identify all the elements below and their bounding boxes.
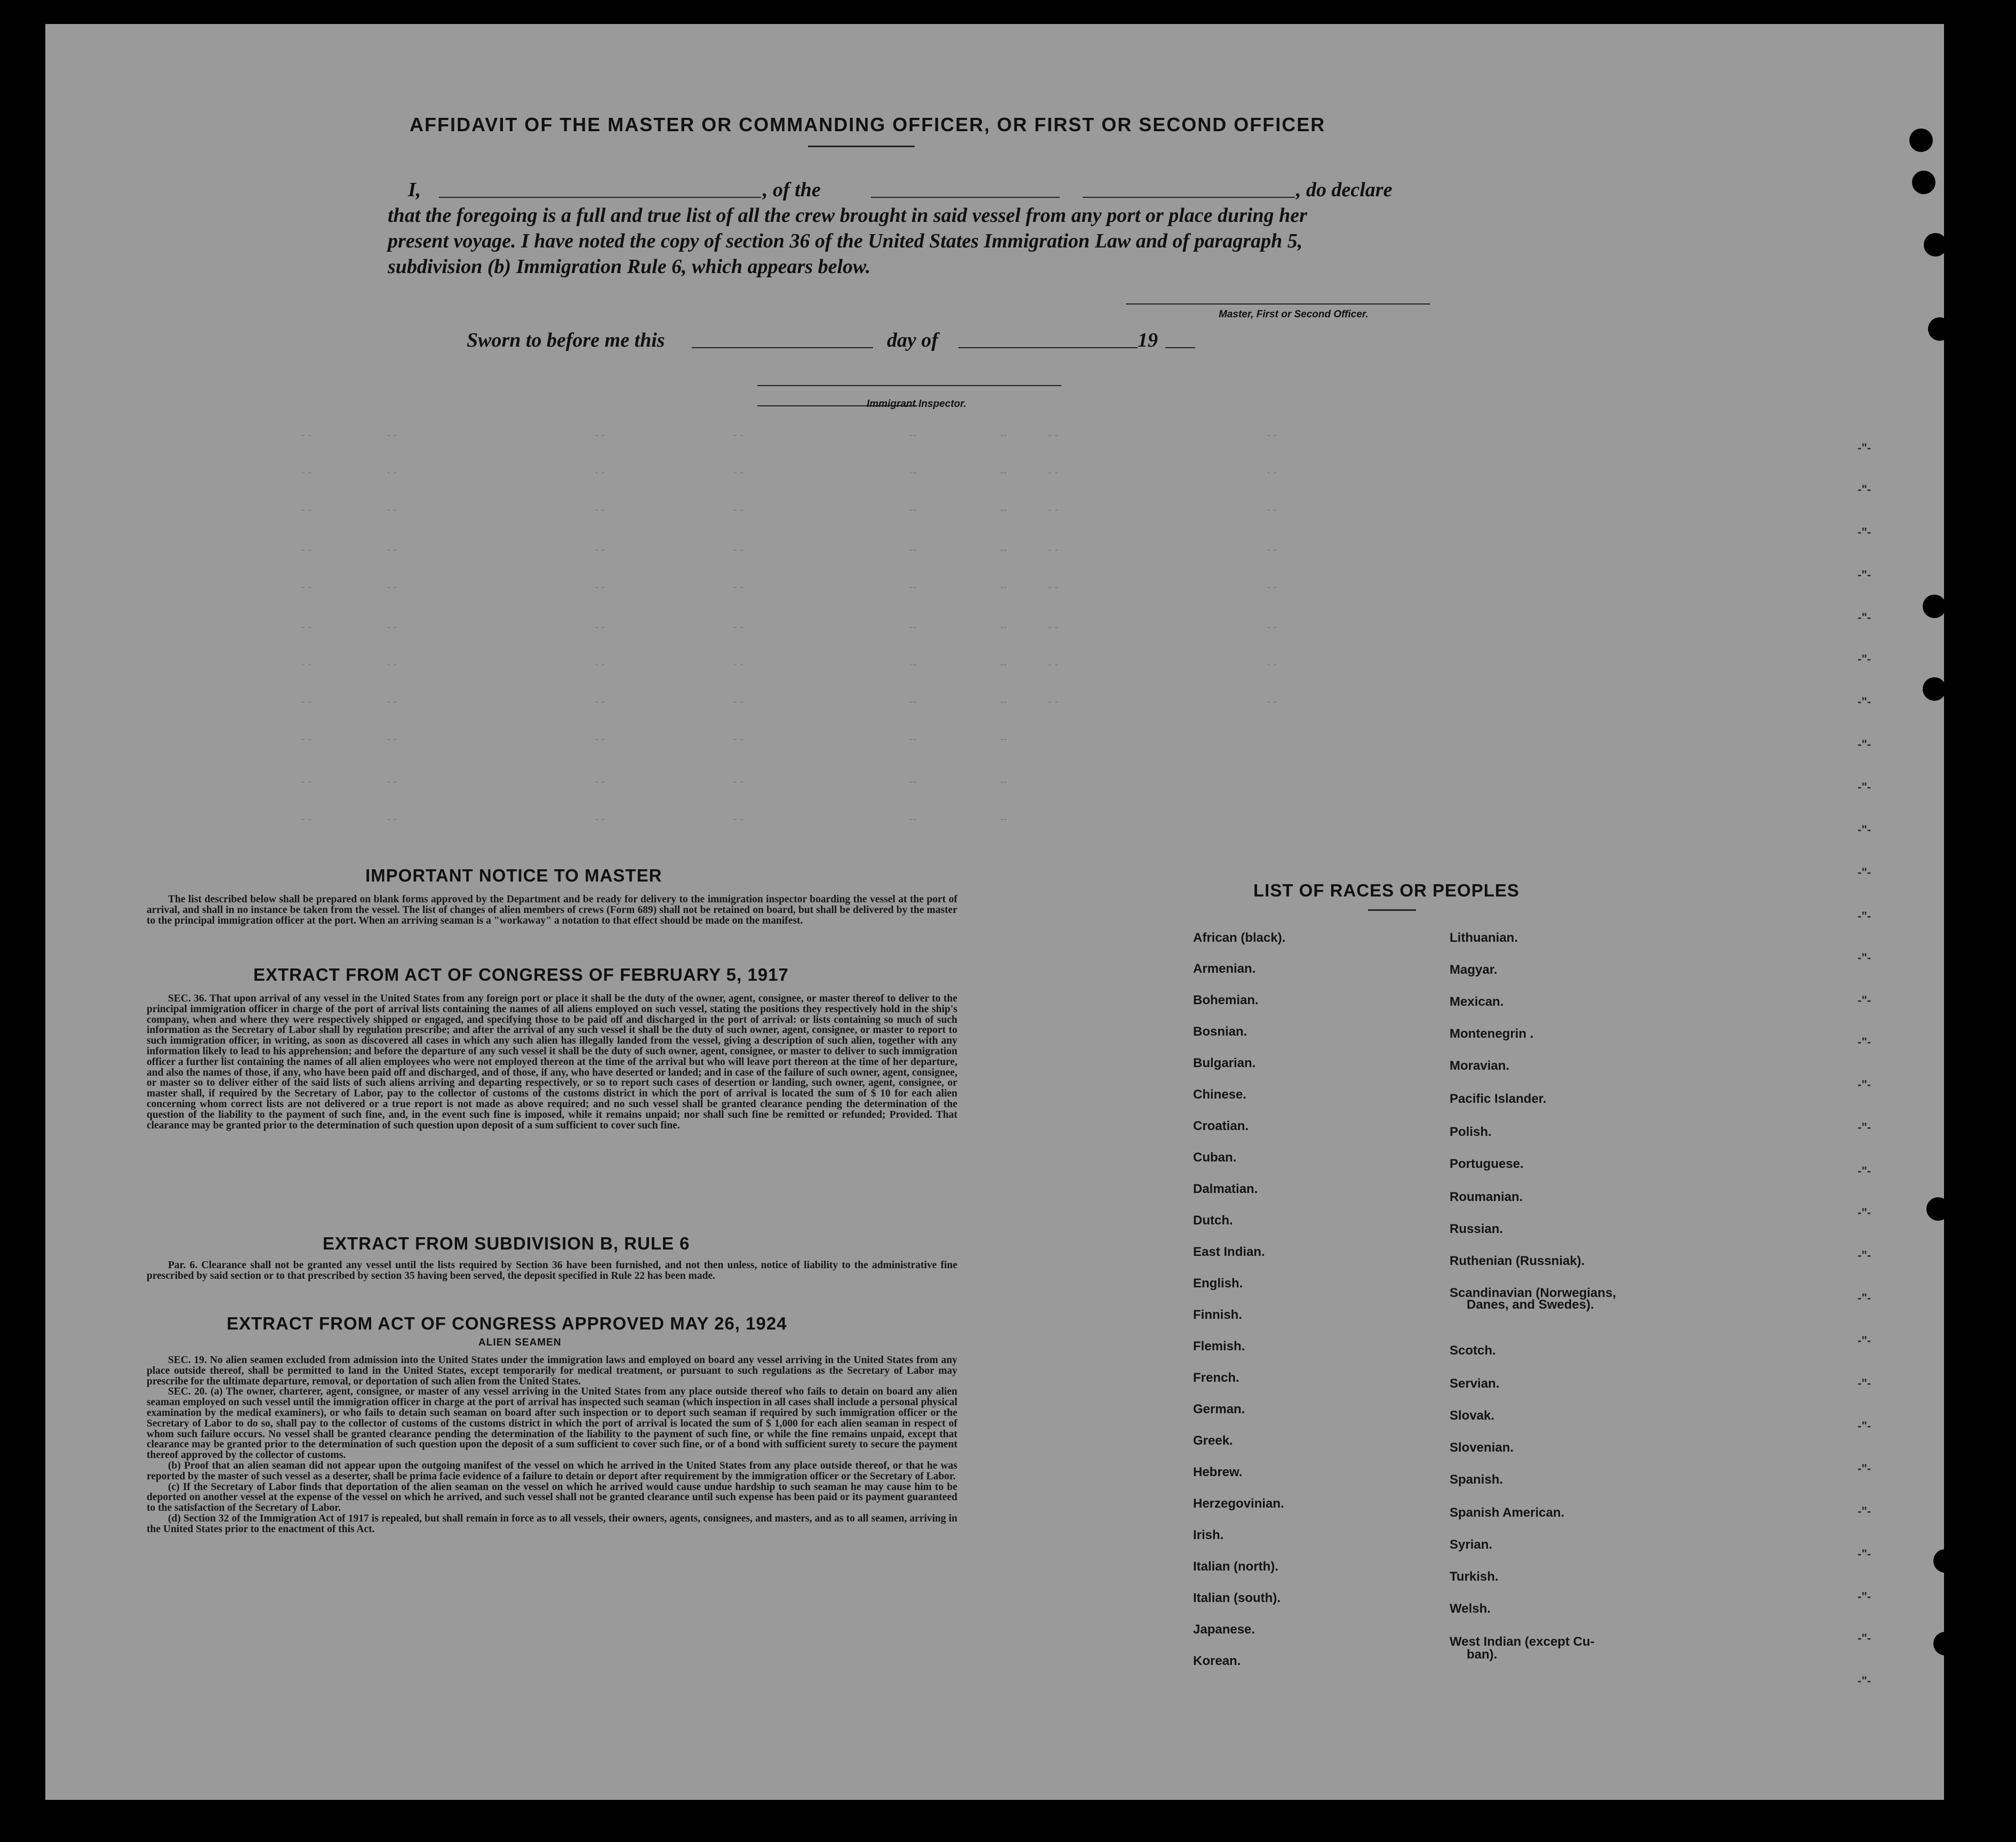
ditto-mark: -"-: [1858, 1419, 1871, 1432]
binder-hole: [1912, 171, 1935, 194]
faint-dash-mark: - -: [733, 733, 743, 745]
race-item: Cuban.: [1193, 1150, 1237, 1165]
race-item: Slovak.: [1450, 1408, 1495, 1423]
race-item: Danes, and Swedes).: [1467, 1298, 1594, 1312]
faint-dash-mark: --: [909, 467, 917, 478]
inspector-label: Immigrant Inspector.: [867, 398, 966, 410]
sworn-month-blank: [958, 347, 1138, 348]
ditto-mark: -"-: [1858, 1547, 1871, 1560]
races-title-rule: [1368, 909, 1416, 911]
sworn-year-blank: [1165, 347, 1195, 348]
sworn-day-of: day of: [887, 329, 939, 351]
ditto-mark: -"-: [1858, 1504, 1871, 1518]
extract-1924-title: EXTRACT FROM ACT OF CONGRESS APPROVED MAY 26, 1924: [227, 1314, 787, 1333]
binder-hole: [1923, 595, 1944, 618]
declaration-line-4: subdivision (b) Immigration Rule 6, which appears below.: [388, 255, 871, 278]
ditto-mark: -"-: [1858, 611, 1871, 624]
faint-dash-mark: --: [909, 544, 917, 556]
faint-dash-mark: - -: [595, 429, 605, 441]
faint-dash-mark: --: [1000, 659, 1007, 670]
ditto-mark: -"-: [1858, 568, 1871, 581]
faint-dash-mark: --: [909, 581, 917, 593]
binder-hole: [1933, 1632, 1944, 1655]
race-item: Portuguese.: [1450, 1157, 1524, 1171]
faint-dash-mark: - -: [595, 659, 605, 670]
race-item: West Indian (except Cu-: [1450, 1635, 1595, 1649]
race-item: Ruthenian (Russniak).: [1450, 1254, 1585, 1268]
faint-dash-mark: - -: [1267, 659, 1277, 670]
section-20b-paragraph: (b) Proof that an alien seaman did not appear upon the outgoing manifest of the vessel on which he arrived in the United States from any place outside thereof, or that he was reported by the master of such vessel as a deserter, shall be prima facie evidence of a failure to detain or deport after requirement by the immigration officer or the Secretary of Labor.: [147, 1460, 957, 1482]
faint-dash-mark: - -: [301, 467, 311, 478]
declaration-line-2: that the foregoing is a full and true list of all the crew brought in said vessel from any port or place during her: [388, 204, 1307, 227]
declaration-of-the: , of the: [763, 179, 821, 201]
race-item: Italian (south).: [1193, 1591, 1281, 1605]
faint-dash-mark: - -: [595, 621, 605, 633]
binder-hole: [1928, 317, 1944, 341]
faint-dash-mark: - -: [733, 696, 743, 708]
faint-dash-mark: - -: [301, 776, 311, 788]
faint-dash-mark: - -: [1267, 544, 1277, 556]
faint-dash-mark: - -: [733, 467, 743, 478]
race-item: Pacific Islander.: [1450, 1092, 1547, 1106]
binder-hole: [1923, 677, 1944, 701]
race-item: German.: [1193, 1402, 1245, 1416]
faint-dash-mark: - -: [595, 813, 605, 825]
faint-dash-mark: --: [909, 776, 917, 788]
section-19-paragraph: SEC. 19. No alien seamen excluded from admission into the United States under the immigration laws and employed on board any vessel arriving in the United States from any place outside thereof, shall be permitted to land in the United States, except temporarily for medical treatment, or pursuant to such regulations as the Secretary of Labor may prescribe for the ultimate departure, removal, or deportation of such alien from the United States.: [147, 1355, 957, 1387]
faint-dash-mark: --: [1000, 696, 1007, 708]
race-item: Mexican.: [1450, 995, 1504, 1009]
faint-dash-mark: - -: [1048, 659, 1058, 670]
race-item: Welsh.: [1450, 1601, 1491, 1616]
signature-label: Master, First or Second Officer.: [1219, 309, 1369, 320]
faint-dash-mark: --: [1000, 733, 1007, 745]
faint-dash-mark: --: [909, 733, 917, 745]
faint-dash-mark: - -: [733, 544, 743, 556]
race-item: English.: [1193, 1276, 1243, 1291]
faint-dash-mark: --: [1000, 467, 1007, 478]
declaration-i: I,: [408, 179, 421, 201]
ditto-mark: -"-: [1858, 1462, 1871, 1475]
faint-dash-mark: - -: [1267, 621, 1277, 633]
manifest-back-page: [45, 24, 1944, 1800]
race-item: Japanese.: [1193, 1622, 1255, 1637]
rule6-paragraph: Par. 6. Clearance shall not be granted any vessel until the lists required by Section 36 have been furnished, and not then unless, notice of liability to the administrative fine prescribed by said section or to that prescribed by section 35 having been served, the deposit specified in Rule 22 has been made.: [147, 1260, 957, 1282]
ditto-mark: -"-: [1858, 1376, 1871, 1390]
section-36-paragraph: SEC. 36. That upon arrival of any vessel in the United States from any foreign port or place it shall be the duty of the owner, agent, consignee, or master thereof to deliver to the principal immigration officer in charge of the port of arrival lists containing the names of all aliens employed on such vessel, stating the positions they respectively hold in the ship's company, when and where they were respectively shipped or engaged, and specifying those to be paid off and discharged in the port of arrival: or lists containing so much of such information as the Secretary of Labor shall by regulation prescribe; and after the arrival of any such vessel it shall be the duty of such owner, agent, consignee, or master to report to such immigration officer, in writing, as soon as discovered all cases in which any such alien has illegally landed from the vessel, giving a description of such alien, together with any information likely to lead to his apprehension; and before the departure of any such vessel it shall be the duty of such owner, agent, consignee, or master to deliver to such immigration officer a further list containing the names of all alien employees who were not employed thereon at the time of the arrival but who will leave port thereon at the time of her departure, and also the names of those, if any, who have been paid off and discharged, and of those, if any, who have deserted or landed; and in case of the failure of such owner, agent, consignee, or master so to deliver either of the said lists of such aliens arriving and departing respectively, or so to report such cases of desertion or landing, such owner, agent, consignee, or master shall, if required by the Secretary of Labor, pay to the collector of customs of the customs district in which the port of arrival is located the sum of $ 10 for each alien concerning whom correct lists are not delivered or a true report is not made as above required; and no such vessel shall be granted clearance pending the determination of the question of the liability to the payment of such fine, and, in the event such fine is imposed, while it remains unpaid; nor shall such fine be remitted or refunded; Provided. That clearance may be granted prior to the determination of such question upon deposit of a sum sufficient to cover such fine.: [147, 993, 957, 1131]
ditto-mark: -"-: [1858, 738, 1871, 751]
race-item: Hebrew.: [1193, 1465, 1243, 1479]
ditto-mark: -"-: [1858, 994, 1871, 1007]
faint-dash-mark: --: [1000, 621, 1007, 633]
faint-dash-mark: - -: [1267, 696, 1277, 708]
faint-dash-mark: - -: [595, 467, 605, 478]
declaration-declare: , do declare: [1296, 179, 1393, 201]
faint-dash-mark: --: [1000, 544, 1007, 556]
race-item: Scandinavian (Norwegians,: [1450, 1286, 1617, 1300]
binder-hole: [1933, 1549, 1944, 1573]
extract-1917-title: EXTRACT FROM ACT OF CONGRESS OF FEBRUARY 5, 1917: [253, 965, 789, 984]
ditto-mark: -"-: [1858, 1674, 1871, 1687]
faint-dash-mark: - -: [1048, 696, 1058, 708]
faint-dash-mark: - -: [1048, 581, 1058, 593]
faint-dash-mark: --: [909, 621, 917, 633]
sworn-prefix: Sworn to before me this: [467, 329, 665, 351]
ditto-mark: -"-: [1858, 483, 1871, 496]
section-20c-paragraph: (c) If the Secretary of Labor finds that deportation of the alien seaman on the vessel on which he arrived would cause undue hardship to such seaman he may cause him to be deported on another vessel at the expense of the vessel on which he arrived, and such vessel shall not be granted clearance until such expense has been paid or its payment guaranteed to the satisfaction of the Secretary of Labor.: [147, 1481, 957, 1514]
ditto-mark: -"-: [1858, 780, 1871, 794]
faint-dash-mark: --: [1000, 581, 1007, 593]
notice-title: IMPORTANT NOTICE TO MASTER: [365, 866, 662, 885]
faint-dash-mark: - -: [733, 581, 743, 593]
race-item: Lithuanian.: [1450, 931, 1518, 945]
faint-dash-mark: - -: [595, 581, 605, 593]
faint-dash-mark: - -: [387, 467, 397, 478]
race-item: Greek.: [1193, 1433, 1233, 1448]
alien-seamen-subtitle: ALIEN SEAMEN: [478, 1337, 562, 1348]
race-item: Finnish.: [1193, 1308, 1242, 1322]
faint-dash-mark: - -: [301, 659, 311, 670]
faint-dash-mark: - -: [733, 429, 743, 441]
faint-dash-mark: - -: [733, 659, 743, 670]
race-item: Dalmatian.: [1193, 1182, 1258, 1196]
name-blank: [439, 197, 761, 198]
ditto-mark: -"-: [1858, 1248, 1871, 1262]
race-item: Spanish American.: [1450, 1505, 1565, 1520]
race-item: Korean.: [1193, 1654, 1241, 1668]
faint-dash-mark: - -: [733, 504, 743, 516]
race-item: French.: [1193, 1371, 1239, 1385]
vessel-blank-1: [871, 197, 1060, 198]
race-item: Italian (north).: [1193, 1559, 1278, 1574]
faint-dash-mark: --: [1000, 429, 1007, 441]
race-item: Russian.: [1450, 1222, 1503, 1236]
notice-text: [147, 894, 957, 926]
sworn-day-blank: [692, 347, 873, 348]
faint-dash-mark: - -: [387, 659, 397, 670]
race-item: Dutch.: [1193, 1213, 1233, 1228]
ditto-mark: -"-: [1858, 1035, 1871, 1048]
binder-hole: [1909, 129, 1933, 152]
faint-dash-mark: - -: [733, 776, 743, 788]
faint-dash-mark: - -: [1048, 504, 1058, 516]
race-item: Roumanian.: [1450, 1190, 1523, 1204]
faint-dash-mark: - -: [1267, 581, 1277, 593]
faint-dash-mark: - -: [387, 813, 397, 825]
race-item: Armenian.: [1193, 962, 1256, 976]
faint-dash-mark: --: [1000, 504, 1007, 516]
faint-dash-mark: - -: [301, 733, 311, 745]
race-item: Bosnian.: [1193, 1024, 1247, 1039]
race-item: Turkish.: [1450, 1569, 1499, 1584]
faint-dash-mark: - -: [301, 581, 311, 593]
rule6-text: [147, 1260, 957, 1282]
race-item: Servian.: [1450, 1376, 1500, 1391]
race-item: Flemish.: [1193, 1339, 1245, 1354]
faint-dash-mark: --: [1000, 813, 1007, 825]
faint-dash-mark: - -: [387, 733, 397, 745]
extract-1917-text: [147, 994, 957, 1131]
race-item: ban).: [1467, 1647, 1498, 1662]
race-item: Irish.: [1193, 1528, 1224, 1542]
faint-dash-mark: - -: [301, 813, 311, 825]
faint-dash-mark: - -: [595, 504, 605, 516]
faint-dash-mark: - -: [387, 581, 397, 593]
faint-dash-mark: - -: [733, 813, 743, 825]
faint-dash-mark: - -: [595, 776, 605, 788]
notice-paragraph: The list described below shall be prepared on blank forms approved by the Department and be ready for delivery to the immigration inspector boarding the vessel at the port of arrival, and shall in no instance be taken from the vessel. The list of changes of alien members of crews (Form 689) shall not be retained on board, but shall be delivered by the master to the principal immigration officer at the port. When an arriving seaman is a "workaway" a notation to that effect should be made on the manifest.: [147, 894, 957, 926]
ditto-mark: -"-: [1858, 823, 1871, 836]
faint-dash-mark: - -: [595, 544, 605, 556]
ditto-mark: -"-: [1858, 652, 1871, 666]
faint-dash-mark: - -: [1048, 544, 1058, 556]
faint-dash-mark: - -: [387, 696, 397, 708]
ditto-mark: -"-: [1858, 1291, 1871, 1304]
race-item: Bohemian.: [1193, 993, 1259, 1007]
faint-dash-mark: - -: [1267, 504, 1277, 516]
faint-dash-mark: - -: [1267, 467, 1277, 478]
race-item: Syrian.: [1450, 1537, 1493, 1552]
ditto-mark: -"-: [1858, 1206, 1871, 1219]
binder-hole: [1924, 233, 1944, 257]
race-item: Chinese.: [1193, 1087, 1247, 1102]
ditto-mark: -"-: [1858, 866, 1871, 879]
ditto-mark: -"-: [1858, 1631, 1871, 1645]
faint-dash-mark: - -: [1048, 621, 1058, 633]
affidavit-title: AFFIDAVIT OF THE MASTER OR COMMANDING OFFICER, OR FIRST OR SECOND OFFICER: [410, 114, 1326, 135]
vessel-blank-2: [1083, 197, 1295, 198]
ditto-mark: -"-: [1858, 1590, 1871, 1603]
faint-dash-mark: - -: [387, 621, 397, 633]
ditto-mark: -"-: [1858, 909, 1871, 923]
faint-dash-mark: - -: [301, 621, 311, 633]
race-item: Montenegrin .: [1450, 1027, 1534, 1041]
faint-dash-mark: - -: [1267, 429, 1277, 441]
faint-dash-mark: - -: [1048, 467, 1058, 478]
faint-dash-mark: - -: [387, 504, 397, 516]
race-item: Slovenian.: [1450, 1440, 1514, 1455]
ditto-mark: -"-: [1858, 441, 1871, 454]
faint-dash-mark: - -: [301, 429, 311, 441]
ditto-mark: -"-: [1858, 525, 1871, 539]
inspector-line-1: [757, 385, 1061, 386]
race-item: Moravian.: [1450, 1059, 1510, 1073]
faint-dash-mark: --: [909, 504, 917, 516]
declaration-line-3: present voyage. I have noted the copy of section 36 of the United States Immigration Law and of paragraph 5,: [388, 230, 1303, 252]
affidavit-title-rule: [808, 146, 915, 147]
section-20d-paragraph: (d) Section 32 of the Immigration Act of 1917 is repealed, but shall remain in force as to all vessels, their owners, agents, consignees, and masters, and as to all seamen, arriving in the United States prior to the enactment of this Act.: [147, 1512, 957, 1535]
faint-dash-mark: --: [1000, 776, 1007, 788]
race-item: East Indian.: [1193, 1245, 1265, 1259]
faint-dash-mark: - -: [301, 696, 311, 708]
ditto-mark: -"-: [1858, 1334, 1871, 1347]
faint-dash-mark: - -: [387, 544, 397, 556]
faint-dash-mark: - -: [387, 429, 397, 441]
race-item: Bulgarian.: [1193, 1056, 1256, 1070]
ditto-mark: -"-: [1858, 1120, 1871, 1134]
faint-dash-mark: --: [909, 813, 917, 825]
race-item: African (black).: [1193, 931, 1286, 945]
faint-dash-mark: - -: [1048, 429, 1058, 441]
race-item: Polish.: [1450, 1125, 1492, 1139]
ditto-mark: -"-: [1858, 951, 1871, 964]
signature-line: [1126, 303, 1430, 305]
race-item: Scotch.: [1450, 1343, 1496, 1358]
ditto-mark: -"-: [1858, 1078, 1871, 1091]
faint-dash-mark: --: [909, 429, 917, 441]
sworn-year: 19: [1138, 329, 1158, 351]
faint-dash-mark: --: [909, 696, 917, 708]
extract-1924-text: [147, 1355, 957, 1535]
faint-dash-mark: - -: [301, 544, 311, 556]
faint-dash-mark: - -: [387, 776, 397, 788]
faint-dash-mark: - -: [595, 733, 605, 745]
faint-dash-mark: - -: [595, 696, 605, 708]
race-item: Magyar.: [1450, 963, 1498, 977]
races-title: LIST OF RACES OR PEOPLES: [1253, 880, 1519, 900]
faint-dash-mark: - -: [301, 504, 311, 516]
faint-dash-mark: - -: [733, 621, 743, 633]
ditto-mark: -"-: [1858, 695, 1871, 708]
race-item: Croatian.: [1193, 1119, 1249, 1133]
binder-hole: [1926, 1197, 1944, 1221]
ditto-mark: -"-: [1858, 1164, 1871, 1178]
rule6-title: EXTRACT FROM SUBDIVISION B, RULE 6: [323, 1234, 690, 1253]
section-20a-paragraph: SEC. 20. (a) The owner, charterer, agent, consignee, or master of any vessel arriving in the United States from any place outside thereof who fails to detain on board any alien seaman employed on such vessel until the immigration officer in charge at the port of arrival has inspected such seaman (which inspection in all cases shall include a personal physical examination by the medical examiners), or who fails to detain such seaman on board after such inspection or to deport such seaman if required by such immigration officer or the Secretary of Labor to do so, shall pay to the collector of customs of the customs district in which the port of arrival is located the sum of $ 1,000 for each alien seaman in respect of whom such failure occurs. No vessel shall be granted clearance pending the determination of the liability to the payment of such fine, or while the fine remains unpaid, except that clearance may be granted prior to the determination of such question upon the deposit of a sum sufficient to cover such fine, or of a bond with sufficient surety to secure the payment thereof approved by the collector of customs.: [147, 1386, 957, 1461]
race-item: Herzegovinian.: [1193, 1496, 1284, 1511]
faint-dash-mark: --: [909, 659, 917, 670]
race-item: Spanish.: [1450, 1472, 1503, 1487]
